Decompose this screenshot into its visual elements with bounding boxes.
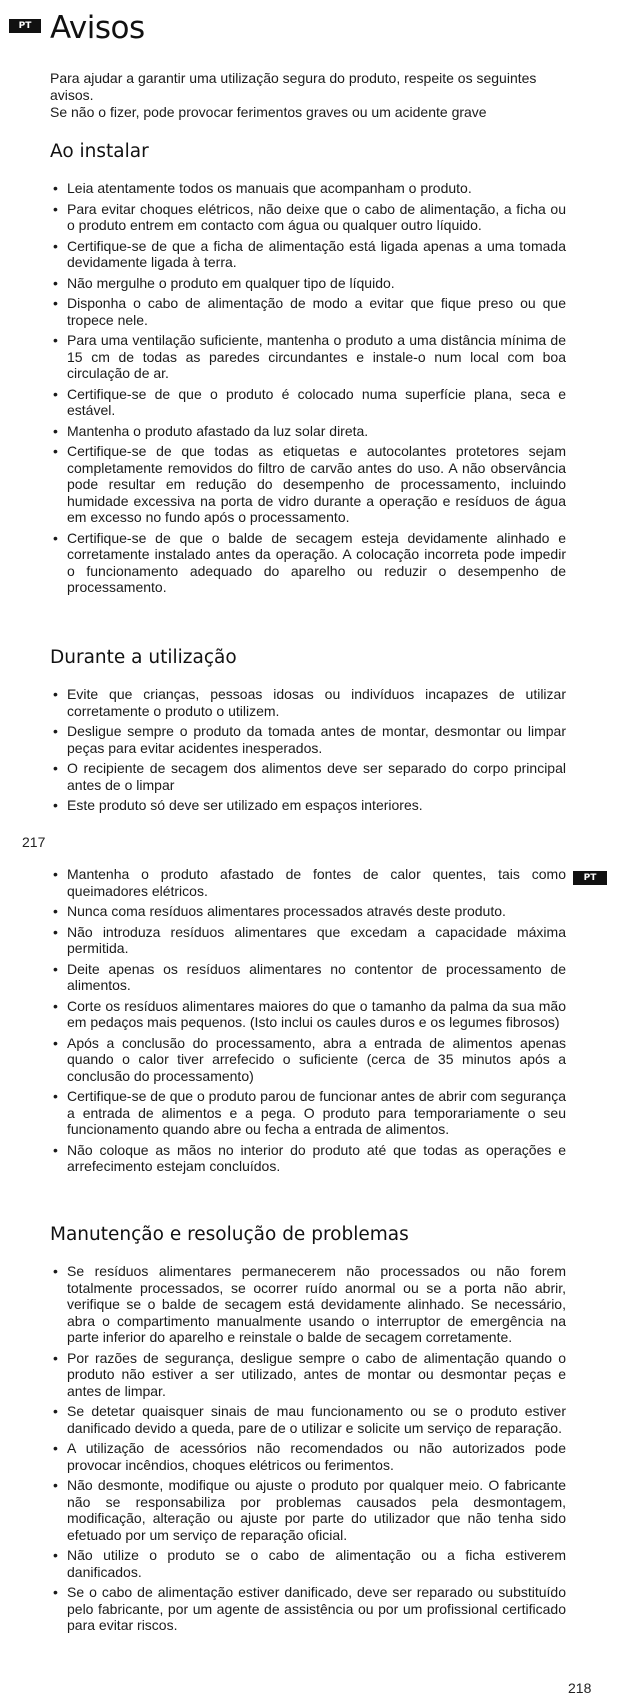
list-item: • Após a conclusão do processamento, abra a entrada de alimentos apenas quando o calor tiver arrefecido o suficiente (cerca de 35 minutos após a conclusão do processamento) — [50, 1035, 566, 1085]
intro-text — [50, 70, 570, 121]
list-item: • Se detetar quaisquer sinais de mau funcionamento ou se o produto estiver danificado devido a queda, pare de o utilizar e solicite um serviço de reparação. — [50, 1403, 566, 1436]
list-item: • Leia atentamente todos os manuais que acompanham o produto. — [50, 180, 566, 197]
list-item: • Certifique-se de que o produto parou de funcionar antes de abrir com segurança a entrada de alimentos e a pega. O produto para temporariamente o seu funcionamento quando abre ou fecha a entrada de alimentos. — [50, 1088, 566, 1138]
list-item: • O recipiente de secagem dos alimentos deve ser separado do corpo principal antes de o limpar — [50, 760, 566, 793]
intro-paragraph: Se não o fizer, pode provocar ferimentos graves ou um acidente grave — [50, 104, 487, 120]
list-item: • Corte os resíduos alimentares maiores do que o tamanho da palma da sua mão em pedaços mais pequenos. (Isto inclui os caules duros e os legumes fibrosos) — [50, 998, 566, 1031]
list-item: • Mantenha o produto afastado da luz solar direta. — [50, 423, 566, 440]
list-item: • Não coloque as mãos no interior do produto até que todas as operações e arrefecimento estejam concluídos. — [50, 1142, 566, 1175]
list-item: • Para evitar choques elétricos, não deixe que o cabo de alimentação, a ficha ou o produto entrem em contacto com água ou qualquer outro líquido. — [50, 201, 566, 234]
section-heading-install: Ao instalar — [50, 141, 149, 162]
list-item: • Se o cabo de alimentação estiver danificado, deve ser reparado ou substituído pelo fabricante, por um agente de assistência ou por um profissional certificado para evitar riscos. — [50, 1584, 566, 1634]
list-item: • Não utilize o produto se o cabo de alimentação ou a ficha estiverem danificados. — [50, 1547, 566, 1580]
list-item: • Não introduza resíduos alimentares que excedam a capacidade máxima permitida. — [50, 924, 566, 957]
maintenance-warnings-list — [50, 1263, 566, 1638]
list-item: • Certifique-se de que o balde de secagem esteja devidamente alinhado e corretamente instalado antes da operação. A colocação incorreta pode impedir o funcionamento adequado do aparelho ou reduzir o desempenho de processamento. — [50, 530, 566, 596]
list-item: • Não desmonte, modifique ou ajuste o produto por qualquer meio. O fabricante não se responsabiliza por problemas causados pela desmontagem, modificação, alteração ou ajuste por parte do utilizador que não tenha sido efetuado por um serviço de reparação oficial. — [50, 1477, 566, 1543]
language-tag: PT — [573, 871, 607, 885]
list-item: • Por razões de segurança, desligue sempre o cabo de alimentação quando o produto não estiver a ser utilizado, antes de montar ou desmontar peças e antes de limpar. — [50, 1350, 566, 1400]
list-item: • Evite que crianças, pessoas idosas ou indivíduos incapazes de utilizar corretamente o produto o utilizem. — [50, 686, 566, 719]
usage-warnings-list-continued — [50, 866, 566, 1179]
list-item: • Certifique-se de que todas as etiquetas e autocolantes protetores sejam completamente removidos do filtro de carvão antes do uso. A não observância pode resultar em redução do desempenho de processamento, incluindo humidade excessiva na porta de vidro durante a operação e resíduos de água em excesso no fundo após o processamento. — [50, 443, 566, 526]
list-item: • A utilização de acessórios não recomendados ou não autorizados pode provocar incêndios, choques elétricos ou ferimentos. — [50, 1440, 566, 1473]
intro-paragraph: Para ajudar a garantir uma utilização segura do produto, respeite os seguintes avisos. — [50, 70, 537, 103]
page-number: 218 — [568, 1680, 592, 1696]
install-warnings-list — [50, 180, 566, 600]
section-heading-maintenance: Manutenção e resolução de problemas — [50, 1224, 409, 1245]
page-number: 217 — [22, 834, 46, 850]
list-item: • Deite apenas os resíduos alimentares no contentor de processamento de alimentos. — [50, 961, 566, 994]
list-item: • Para uma ventilação suficiente, mantenha o produto a uma distância mínima de 15 cm de todas as paredes circundantes e instale-o num local com boa circulação de ar. — [50, 332, 566, 382]
list-item: • Mantenha o produto afastado de fontes de calor quentes, tais como queimadores elétricos. — [50, 866, 566, 899]
language-tag: PT — [9, 19, 41, 33]
list-item: • Certifique-se de que o produto é colocado numa superfície plana, seca e estável. — [50, 386, 566, 419]
list-item: • Disponha o cabo de alimentação de modo a evitar que fique preso ou que tropece nele. — [50, 295, 566, 328]
list-item: • Este produto só deve ser utilizado em espaços interiores. — [50, 797, 566, 814]
page-title: Avisos — [50, 10, 145, 46]
usage-warnings-list — [50, 686, 566, 818]
list-item: • Certifique-se de que a ficha de alimentação está ligada apenas a uma tomada devidamente ligada à terra. — [50, 238, 566, 271]
list-item: • Nunca coma resíduos alimentares processados através deste produto. — [50, 903, 566, 920]
section-heading-usage: Durante a utilização — [50, 647, 237, 668]
list-item: • Desligue sempre o produto da tomada antes de montar, desmontar ou limpar peças para evitar acidentes inesperados. — [50, 723, 566, 756]
list-item: • Se resíduos alimentares permanecerem não processados ou não forem totalmente processados, se ocorrer ruído anormal ou se a porta não abrir, verifique se o balde de secagem está devidamente alinhado. Se necessário, abra o compartimento manualmente usando o interruptor de emergência na parte inferior do aparelho e reinstale o balde de secagem corretamente. — [50, 1263, 566, 1346]
list-item: • Não mergulhe o produto em qualquer tipo de líquido. — [50, 275, 566, 292]
